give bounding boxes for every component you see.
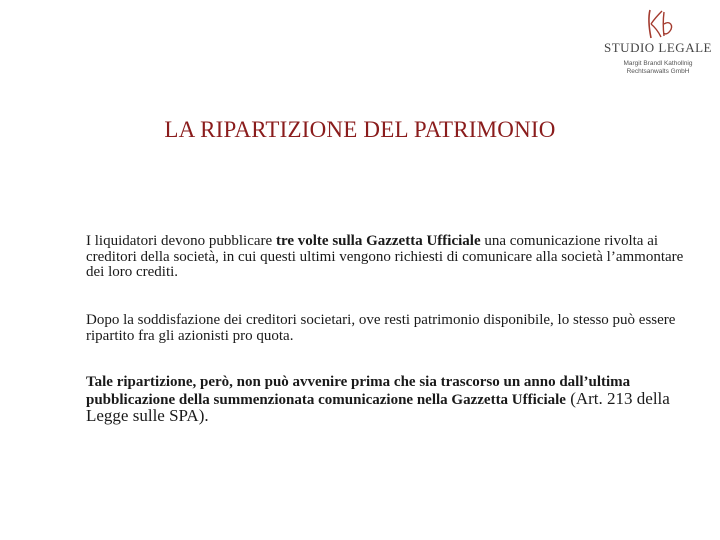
monogram-logo-icon xyxy=(640,6,680,42)
paragraph-publication-before: I liquidatori devono pubblicare xyxy=(86,233,276,249)
paragraph-distribution: Dopo la soddisfazione dei creditori societari, ove resti patrimonio disponibile, lo stesso può essere ripartito fra gli azionisti pro quota. xyxy=(86,312,676,344)
studio-logo xyxy=(598,6,716,76)
logo-subtitle-line1: Margit Brandl Kathollnig xyxy=(623,60,693,67)
paragraph-publication xyxy=(86,234,686,281)
page-title: LA RIPARTIZIONE DEL PATRIMONIO xyxy=(164,117,556,142)
paragraph-timing xyxy=(86,375,686,426)
paragraph-publication-emphasis: tre volte sulla Gazzetta Ufficiale xyxy=(275,233,481,249)
paragraph-timing-emphasis: Tale ripartizione, però, non può avvenire prima che sia trascorso un anno dall’ultima pubblicazione della summenzionata comunicazione nella Gazzetta Ufficiale xyxy=(86,374,631,408)
paragraph-publication-after: una comunicazione rivolta ai creditori della società, in cui questi ultimi vengono richiesti di comunicare alla società l’ammontare dei loro crediti. xyxy=(86,233,684,280)
paragraph-timing-citation: (Art. 213 della Legge sulle SPA). xyxy=(86,388,670,425)
logo-subtitle-line2: Rechtsanwalts GmbH xyxy=(626,68,690,75)
logo-name: STUDIO LEGALE xyxy=(604,40,712,55)
